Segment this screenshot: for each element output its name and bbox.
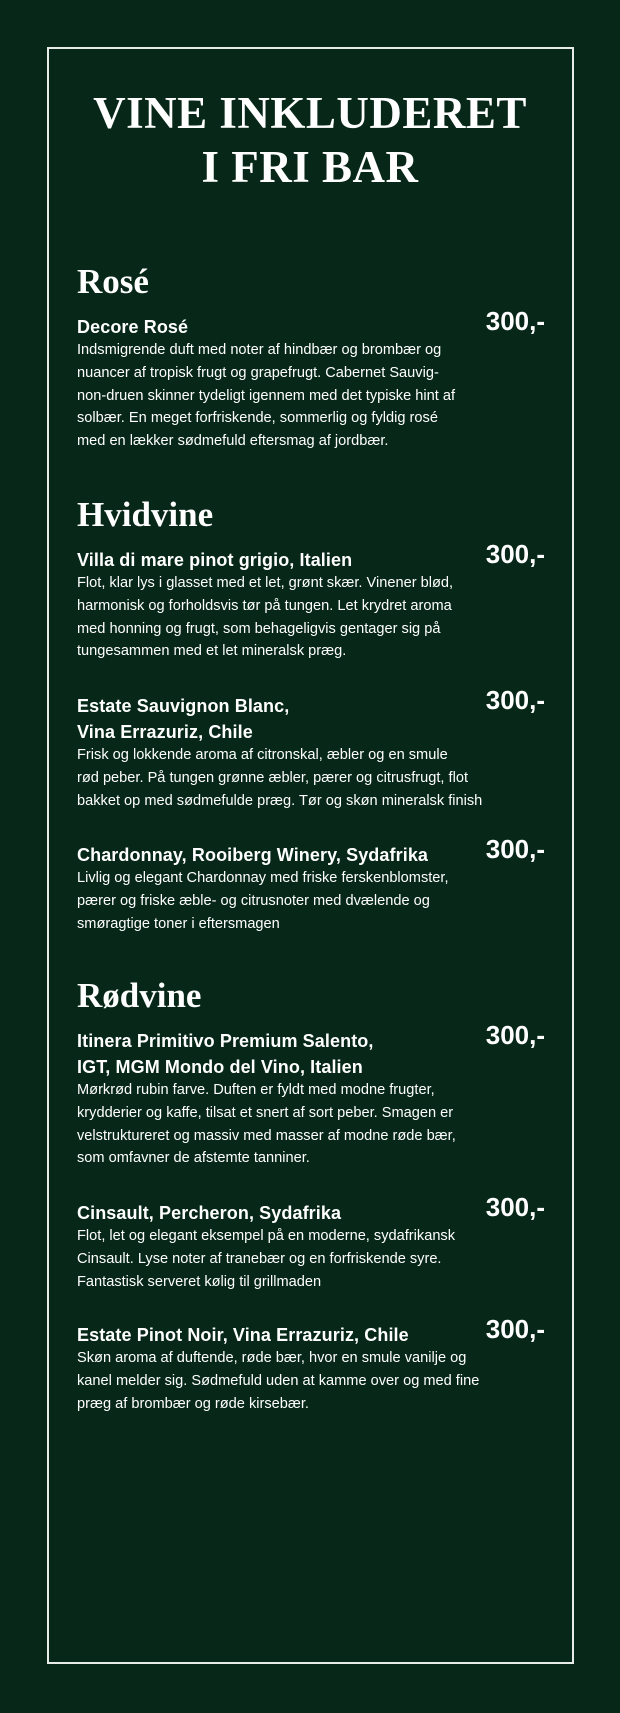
section-title-rodvine: Rødvine (77, 976, 202, 1015)
wine-item-cinsault-percheron (77, 1192, 547, 1293)
wine-name: Cinsault, Percheron, Sydafrika (77, 1203, 342, 1223)
wine-item-itinera-primitivo (77, 1020, 547, 1170)
wine-item-decore-rose (77, 306, 547, 453)
wine-item-villa-di-mare (77, 539, 547, 663)
wine-price: 300,- (485, 834, 545, 864)
wine-price: 300,- (485, 1314, 545, 1344)
wine-item-estate-sauvignon-blanc (77, 685, 547, 812)
wine-item-chardonnay-rooiberg (77, 834, 547, 935)
wine-item-estate-pinot-noir (77, 1314, 547, 1415)
wine-description: Flot, klar lys i glasset med et let, grønt skær. Vinener blød, harmonisk og forholdsvis tør på tungen. Let krydret aroma med honning og frugt, som behageligvis gentager sig på tungesammen med et let mineralsk præg. (77, 575, 454, 660)
wine-name: Estate Sauvignon Blanc, Vina Errazuriz, Chile (77, 696, 290, 742)
wine-description: Flot, let og elegant eksempel på en moderne, sydafrikansk Cinsault. Lyse noter af tranebær og en forfriskende syre. Fantastisk serveret kølig til grillmaden (77, 1228, 456, 1290)
wine-description: Livlig og elegant Chardonnay med friske ferskenblomster, pærer og friske æble- og citrusnoter med dvælende og smøragtige toner i eftersmagen (77, 870, 449, 932)
wine-price: 300,- (485, 306, 545, 336)
section-title-rose: Rosé (77, 262, 149, 301)
wine-price: 300,- (485, 539, 545, 569)
wine-name: Chardonnay, Rooiberg Winery, Sydafrika (77, 845, 429, 865)
wine-name: Villa di mare pinot grigio, Italien (77, 550, 353, 570)
menu-title (0, 86, 620, 194)
wine-description: Indsmigrende duft med noter af hindbær og brombær og nuancer af tropisk frugt og grapefrugt. Cabernet Sauvig- non-druen skinner tydeligt igennem med det typiske hint af solbær. En meget forfriskende, sommerlig og fyldig rosé med en lækker sødmefuld eftersmag af jordbær. (77, 342, 456, 450)
menu-title-line-1: VINE INKLUDERET (93, 88, 527, 138)
menu-title-line-2: I FRI BAR (201, 142, 419, 192)
section-title-hvidvine: Hvidvine (77, 495, 214, 534)
wine-price: 300,- (485, 1020, 545, 1050)
wine-name: Decore Rosé (77, 317, 189, 337)
wine-name: Estate Pinot Noir, Vina Errazuriz, Chile (77, 1325, 409, 1345)
wine-price: 300,- (485, 685, 545, 715)
wine-name: Itinera Primitivo Premium Salento, IGT, MGM Mondo del Vino, Italien (77, 1031, 374, 1077)
wine-description: Mørkrød rubin farve. Duften er fyldt med modne frugter, krydderier og kaffe, tilsat et snert af sort peber. Smagen er velstruktureret og massiv med masser af modne røde bær, som omfavner de afstemte tanniner. (77, 1082, 456, 1167)
wine-price: 300,- (485, 1192, 545, 1222)
wine-description: Frisk og lokkende aroma af citronskal, æbler og en smule rød peber. På tungen grønne æbler, pærer og citrusfrugt, flot bakket op med sødmefulde præg. Tør og skøn mineralsk finish (77, 747, 483, 809)
wine-description: Skøn aroma af duftende, røde bær, hvor en smule vanilje og kanel melder sig. Sødmefuld uden at kamme over og med fine præg af brombær og røde kirsebær. (77, 1350, 480, 1412)
